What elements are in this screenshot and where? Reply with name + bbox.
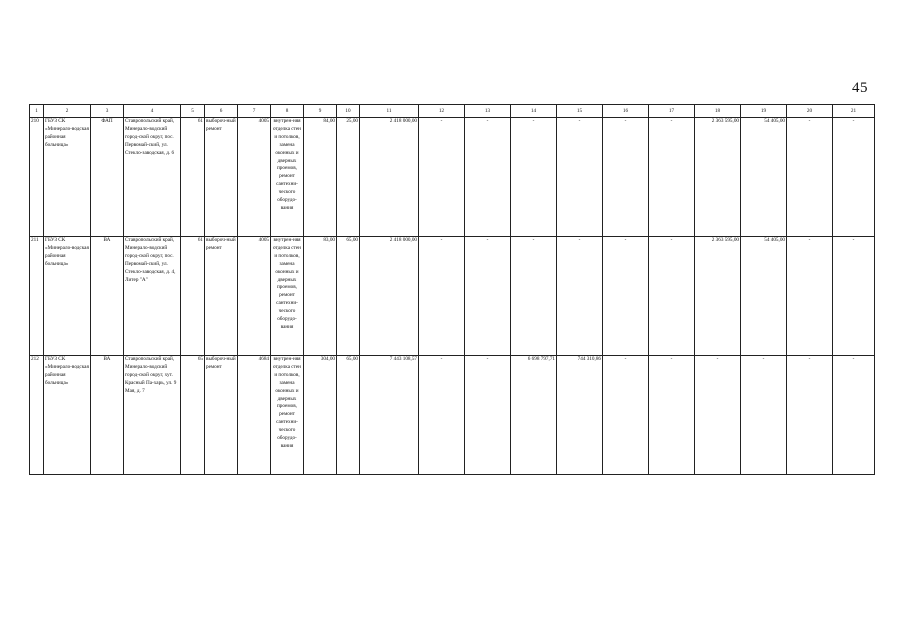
column-number: 17 [649,105,695,118]
row-number: 212 [30,356,44,475]
institution-cell: ГБУЗ СК «Минерало-водская районная больница» [44,118,91,237]
value-cell: - [695,356,741,475]
column-number: 8 [271,105,304,118]
value-cell: - [787,356,833,475]
value-cell: - [465,356,511,475]
value-cell: 65,00 [337,237,360,356]
total-cost-cell: 7 443 108,57 [360,356,419,475]
column-number: 7 [238,105,271,118]
value-cell: - [603,118,649,237]
facility-type-cell: ВА [91,237,124,356]
value-cell: 61 [181,118,205,237]
total-cost-cell: 2 418 000,00 [360,237,419,356]
column-number: 1 [30,105,44,118]
column-number: 15 [557,105,603,118]
works-description-cell: внутрен-няя отделка стен и потолков, замена оконных и дверных проемов, ремонт сантехни-ческого оборудо-вания [271,118,304,237]
value-cell: - [465,118,511,237]
value-cell: - [833,237,875,356]
value-cell: 2 363 595,00 [695,237,741,356]
address-cell: Ставропольский край, Минерало-водский город-ской округ, пос. Первомай-ский, ул. Стекло-заводская, д. 4, Литер "А" [124,237,181,356]
value-cell: - [419,356,465,475]
column-number: 2 [44,105,91,118]
row-number: 210 [30,118,44,237]
column-number: 5 [181,105,205,118]
column-number: 19 [741,105,787,118]
column-number: 16 [603,105,649,118]
value-cell: - [557,118,603,237]
institution-cell: ГБУЗ СК «Минерало-водская районная больница» [44,356,91,475]
table-row [30,356,875,475]
repair-type-cell: выбороч-ный ремонт [205,356,238,475]
works-description-cell: внутрен-няя отделка стен и потолков, замена оконных и дверных проемов, ремонт сантехни-ческого оборудо-вания [271,237,304,356]
value-cell: - [833,118,875,237]
value-cell: 84,00 [304,118,337,237]
value-cell: 4005 [238,118,271,237]
value-cell: - [603,237,649,356]
column-number: 13 [465,105,511,118]
value-cell: - [557,237,603,356]
value-cell: - [649,118,695,237]
table-row [30,237,875,356]
value-cell: - [419,237,465,356]
column-number: 14 [511,105,557,118]
column-number: 10 [337,105,360,118]
total-cost-cell: 2 418 000,00 [360,118,419,237]
value-cell: 4684 [238,356,271,475]
register-table [29,104,875,475]
value-cell: 25,00 [337,118,360,237]
value-cell: - [787,118,833,237]
value-cell: 4005 [238,237,271,356]
value-cell: - [833,356,875,475]
value-cell: - [649,356,695,475]
value-cell: - [649,237,695,356]
facility-type-cell: ФАП [91,118,124,237]
column-number: 9 [304,105,337,118]
address-cell: Ставропольский край, Минерало-водский город-ской округ, хут. Красный Па-харь, ул. 9 Мая, д. 7 [124,356,181,475]
value-cell: - [511,237,557,356]
column-number: 6 [205,105,238,118]
repair-type-cell: выбороч-ный ремонт [205,118,238,237]
column-number: 3 [91,105,124,118]
address-cell: Ставропольский край, Минерало-водский город-ской округ, пос. Первомай-ский, ул. Стекло-заводская, д. 6 [124,118,181,237]
value-cell: - [603,356,649,475]
value-cell: 65,00 [337,356,360,475]
table-row [30,118,875,237]
header-row [30,105,875,118]
value-cell: 744 310,86 [557,356,603,475]
value-cell: 6 698 797,71 [511,356,557,475]
value-cell: - [787,237,833,356]
value-cell: - [741,356,787,475]
value-cell: 65 [181,356,205,475]
works-description-cell: внутрен-няя отделка стен и потолков, замена оконных и дверных проемов, ремонт сантехни-ческого оборудо-вания [271,356,304,475]
value-cell: - [465,237,511,356]
value-cell: 54 405,00 [741,237,787,356]
column-number: 11 [360,105,419,118]
value-cell: - [511,118,557,237]
column-number: 12 [419,105,465,118]
page-number: 45 [852,80,868,96]
column-number: 18 [695,105,741,118]
value-cell: 304,00 [304,356,337,475]
value-cell: 54 405,00 [741,118,787,237]
column-number: 21 [833,105,875,118]
facility-type-cell: ВА [91,356,124,475]
column-number: 4 [124,105,181,118]
column-number: 20 [787,105,833,118]
repair-type-cell: выбороч-ный ремонт [205,237,238,356]
value-cell: 2 363 595,00 [695,118,741,237]
row-number: 211 [30,237,44,356]
value-cell: 83,00 [304,237,337,356]
value-cell: - [419,118,465,237]
institution-cell: ГБУЗ СК «Минерало-водская районная больница» [44,237,91,356]
value-cell: 61 [181,237,205,356]
